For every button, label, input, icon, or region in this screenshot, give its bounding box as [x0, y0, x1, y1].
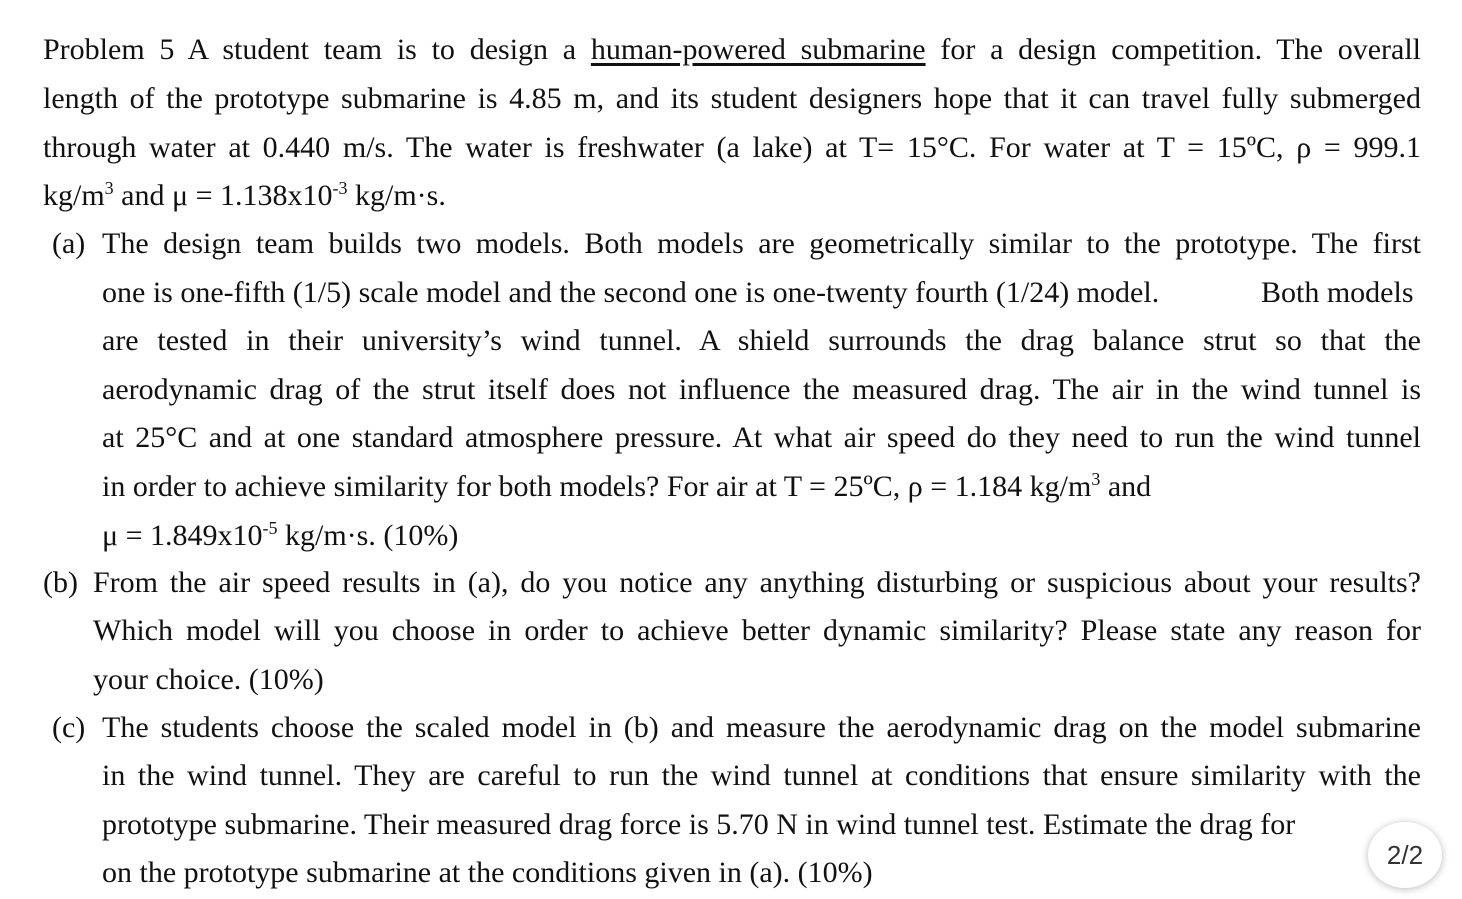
part-a-line-4: aerodynamic drag of the strut itself does not influence the measured drag. The air in the wind tunnel is: [102, 373, 1421, 406]
part-a-line-5: at 25°C and at one standard atmosphere pressure. At what air speed do they need to run the wind tunnel: [102, 421, 1421, 454]
part-a-line-6: in order to achieve similarity for both models? For air at T = 25ºC, ρ = 1.184 $kg/m^3$ and: [102, 469, 1152, 503]
page-indicator[interactable]: 2/2: [1368, 822, 1442, 888]
intro-line-1: Problem 5 A student team is to design a human-powered submarine for a design competition. The overall: [43, 33, 1421, 66]
part-a-label: (a): [52, 227, 86, 260]
intro-line-4: $kg/m^3$ and $\mu = 1.138x10^{-3}$ kg/m·s.: [43, 178, 446, 212]
part-b-label: (b): [43, 566, 78, 599]
part-b-line-3: your choice. (10%): [93, 663, 324, 696]
intro-line-3: through water at 0.440 m/s. The water is freshwater (a lake) at T= 15°C. For water at T = 15ºC, ρ = 999.1: [43, 131, 1421, 164]
part-c-label: (c): [52, 711, 86, 744]
part-b-line-2: Which model will you choose in order to achieve better dynamic similarity? Please state any reason for: [93, 614, 1421, 647]
part-c-line-3: prototype submarine. Their measured drag force is 5.70 N in wind tunnel test. Estimate the drag for: [102, 808, 1296, 841]
part-c-line-4: on the prototype submarine at the conditions given in (a). (10%): [102, 856, 873, 889]
part-c-line-1: The students choose the scaled model in (b) and measure the aerodynamic drag on the model submarine: [102, 711, 1421, 744]
part-b-line-1: From the air speed results in (a), do you notice any anything disturbing or suspicious about your results?: [93, 566, 1421, 599]
human-powered-submarine-link[interactable]: human-powered submarine: [590, 33, 926, 66]
part-a-line-2-tail: Both models: [1261, 276, 1414, 309]
intro-line-2: length of the prototype submarine is 4.85 m, and its student designers hope that it can travel fully submerged: [43, 82, 1421, 115]
part-a-line-1: The design team builds two models. Both models are geometrically similar to the prototype. The first: [102, 227, 1421, 260]
part-a-line-7: $\mu = 1.849x10^{-5}$ kg/m·s. (10%): [102, 518, 459, 552]
part-c-line-2: in the wind tunnel. They are careful to run the wind tunnel at conditions that ensure similarity with the: [102, 759, 1421, 792]
part-a-line-3: are tested in their university’s wind tunnel. A shield surrounds the drag balance strut so that the: [102, 324, 1421, 357]
part-a-line-2: one is one-fifth (1/5) scale model and the second one is one-twenty fourth (1/24) model.: [102, 276, 1160, 309]
